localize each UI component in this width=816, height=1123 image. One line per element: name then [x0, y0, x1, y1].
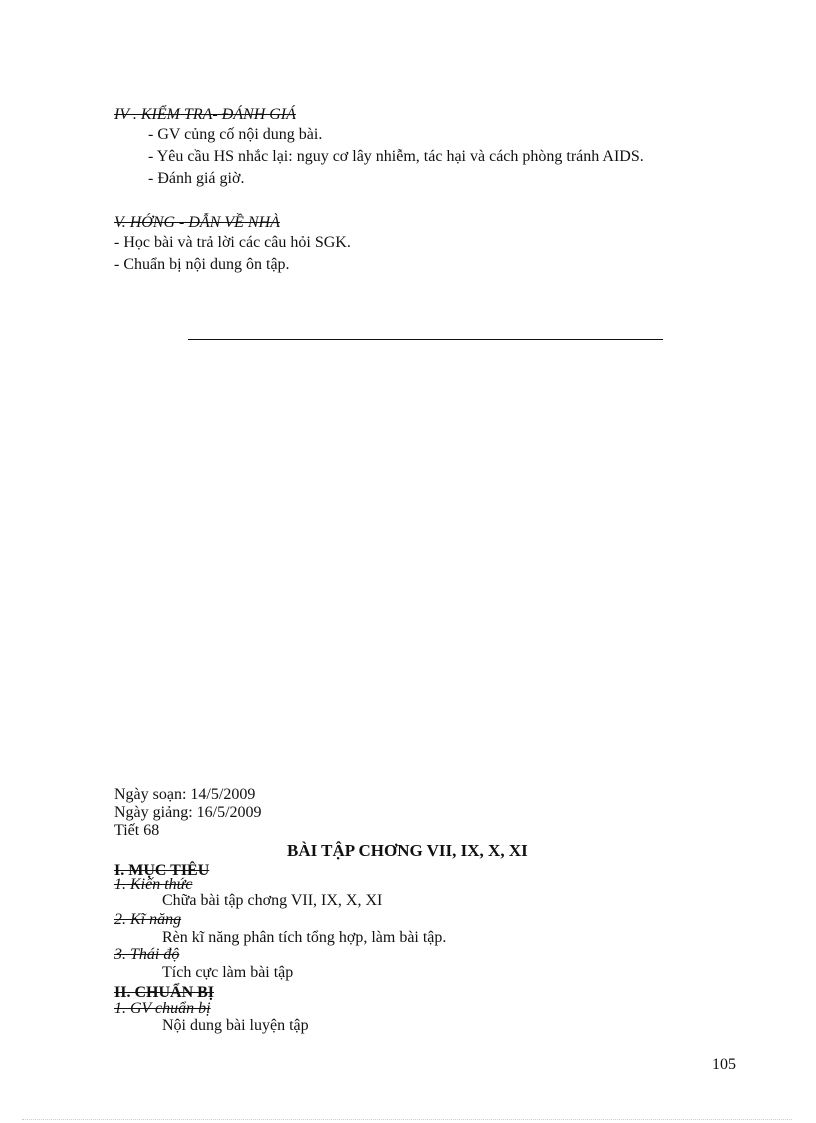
- section-4-item-1: - GV củng cố nội dung bài.: [148, 126, 323, 143]
- knowledge-text: Chữa bài tập chơng VII, IX, X, XI: [162, 892, 383, 909]
- attitude-heading: 3. Thái độ: [114, 946, 180, 963]
- objectives-heading: I. MỤC TIÊU: [114, 862, 210, 879]
- date-taught: Ngày giảng: 16/5/2009: [114, 804, 262, 821]
- section-5-heading: V. HỚNG - DẪN VỀ NHÀ: [114, 214, 280, 231]
- lesson-title: BÀI TẬP CHƠNG VII, IX, X, XI: [287, 841, 528, 860]
- page-number: 105: [712, 1056, 736, 1073]
- skills-heading: 2. Kĩ năng: [114, 911, 182, 928]
- knowledge-heading: 1. Kiến thức: [114, 876, 193, 893]
- skills-text: Rèn kĩ năng phân tích tổng hợp, làm bài tập.: [162, 929, 447, 946]
- preparation-heading: II. CHUẨN BỊ: [114, 984, 215, 1001]
- horizontal-divider: [188, 339, 663, 340]
- section-4-item-3: - Đánh giá giờ.: [148, 170, 245, 187]
- teacher-text: Nội dung bài luyện tập: [162, 1017, 309, 1034]
- section-5-item-2: - Chuẩn bị nội dung ôn tập.: [114, 256, 290, 273]
- section-4-item-2: - Yêu cầu HS nhắc lại: nguy cơ lây nhiễm, tác hại và cách phòng tránh AIDS.: [148, 148, 644, 165]
- page-bottom-border: [22, 1119, 792, 1120]
- section-4-heading: IV . KIỂM TRA- ĐÁNH GIÁ: [114, 106, 296, 123]
- section-5-item-1: - Học bài và trả lời các câu hỏi SGK.: [114, 234, 351, 251]
- lesson-period: Tiết 68: [114, 822, 160, 839]
- teacher-heading: 1. GV chuẩn bị: [114, 1000, 211, 1017]
- date-prepared: Ngày soạn: 14/5/2009: [114, 786, 256, 803]
- attitude-text: Tích cực làm bài tập: [162, 964, 294, 981]
